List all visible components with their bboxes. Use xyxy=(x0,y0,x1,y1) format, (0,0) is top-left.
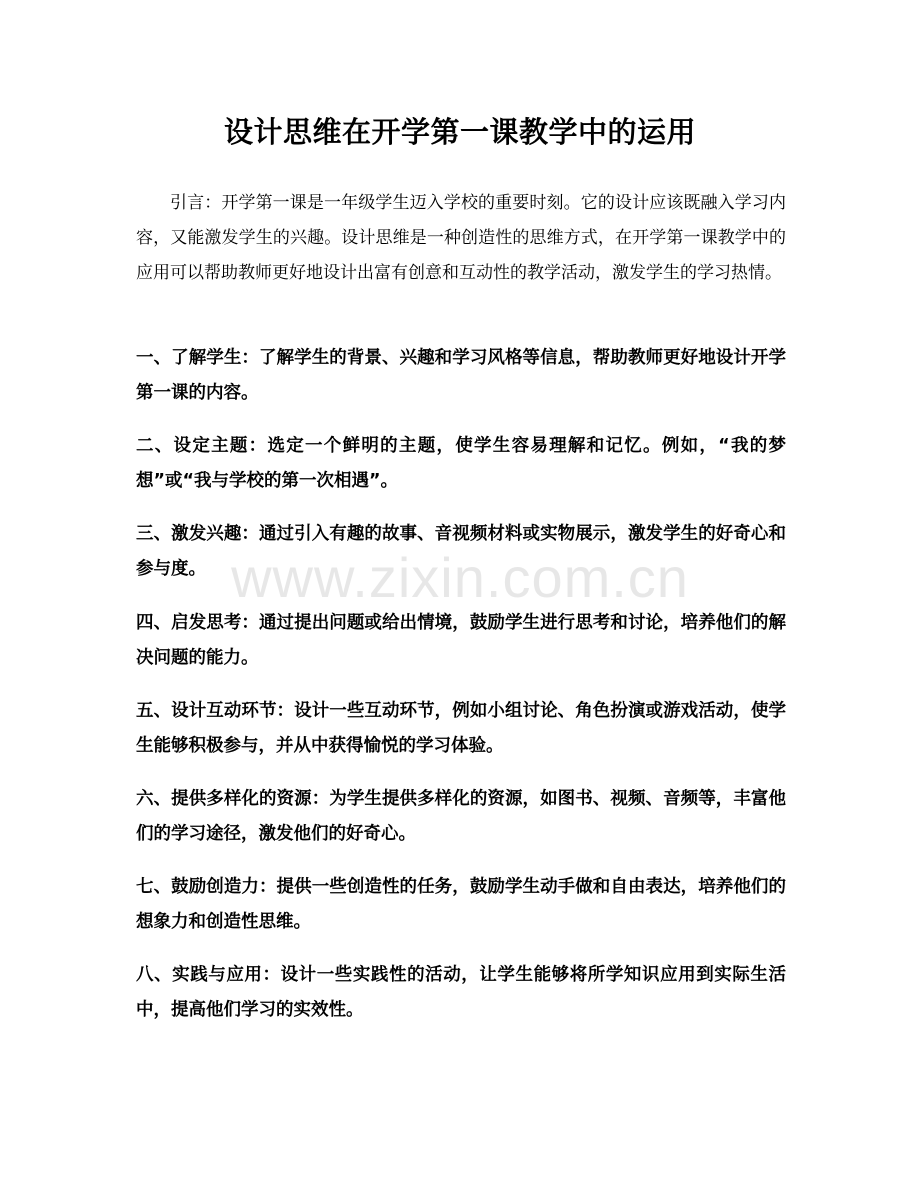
section-8: 八、实践与应用：设计一些实践性的活动，让学生能够将所学知识应用到实际生活中，提高他们学习的实效性。 xyxy=(136,965,786,1020)
watermark: www.zixin.com.cn xyxy=(231,546,689,609)
section-7: 七、鼓励创造力：提供一些创造性的任务，鼓励学生动手做和自由表达，培养他们的想象力和创造性思维。 xyxy=(136,877,786,932)
section-3: 三、激发兴趣：通过引入有趣的故事、音视频材料或实物展示，激发学生的好奇心和参与度。 xyxy=(136,524,786,579)
section-2: 二、设定主题：选定一个鲜明的主题，使学生容易理解和记忆。例如，“我的梦想”或“我与学校的第一次相遇”。 xyxy=(136,436,786,491)
intro-paragraph: 引言：开学第一课是一年级学生迈入学校的重要时刻。它的设计应该既融入学习内容，又能激发学生的兴趣。设计思维是一种创造性的思维方式，在开学第一课教学中的应用可以帮助教师更好地设计出富有创意和互动性的教学活动，激发学生的学习热情。 xyxy=(136,193,786,283)
section-4: 四、启发思考：通过提出问题或给出情境，鼓励学生进行思考和讨论，培养他们的解决问题的能力。 xyxy=(136,613,786,668)
section-5: 五、设计互动环节：设计一些互动环节，例如小组讨论、角色扮演或游戏活动，使学生能够积极参与，并从中获得愉悦的学习体验。 xyxy=(136,701,786,756)
section-6: 六、提供多样化的资源：为学生提供多样化的资源，如图书、视频、音频等，丰富他们的学习途径，激发他们的好奇心。 xyxy=(136,789,786,844)
page-title: 设计思维在开学第一课教学中的运用 xyxy=(223,115,696,149)
section-1: 一、了解学生：了解学生的背景、兴趣和学习风格等信息，帮助教师更好地设计开学第一课的内容。 xyxy=(136,348,786,403)
